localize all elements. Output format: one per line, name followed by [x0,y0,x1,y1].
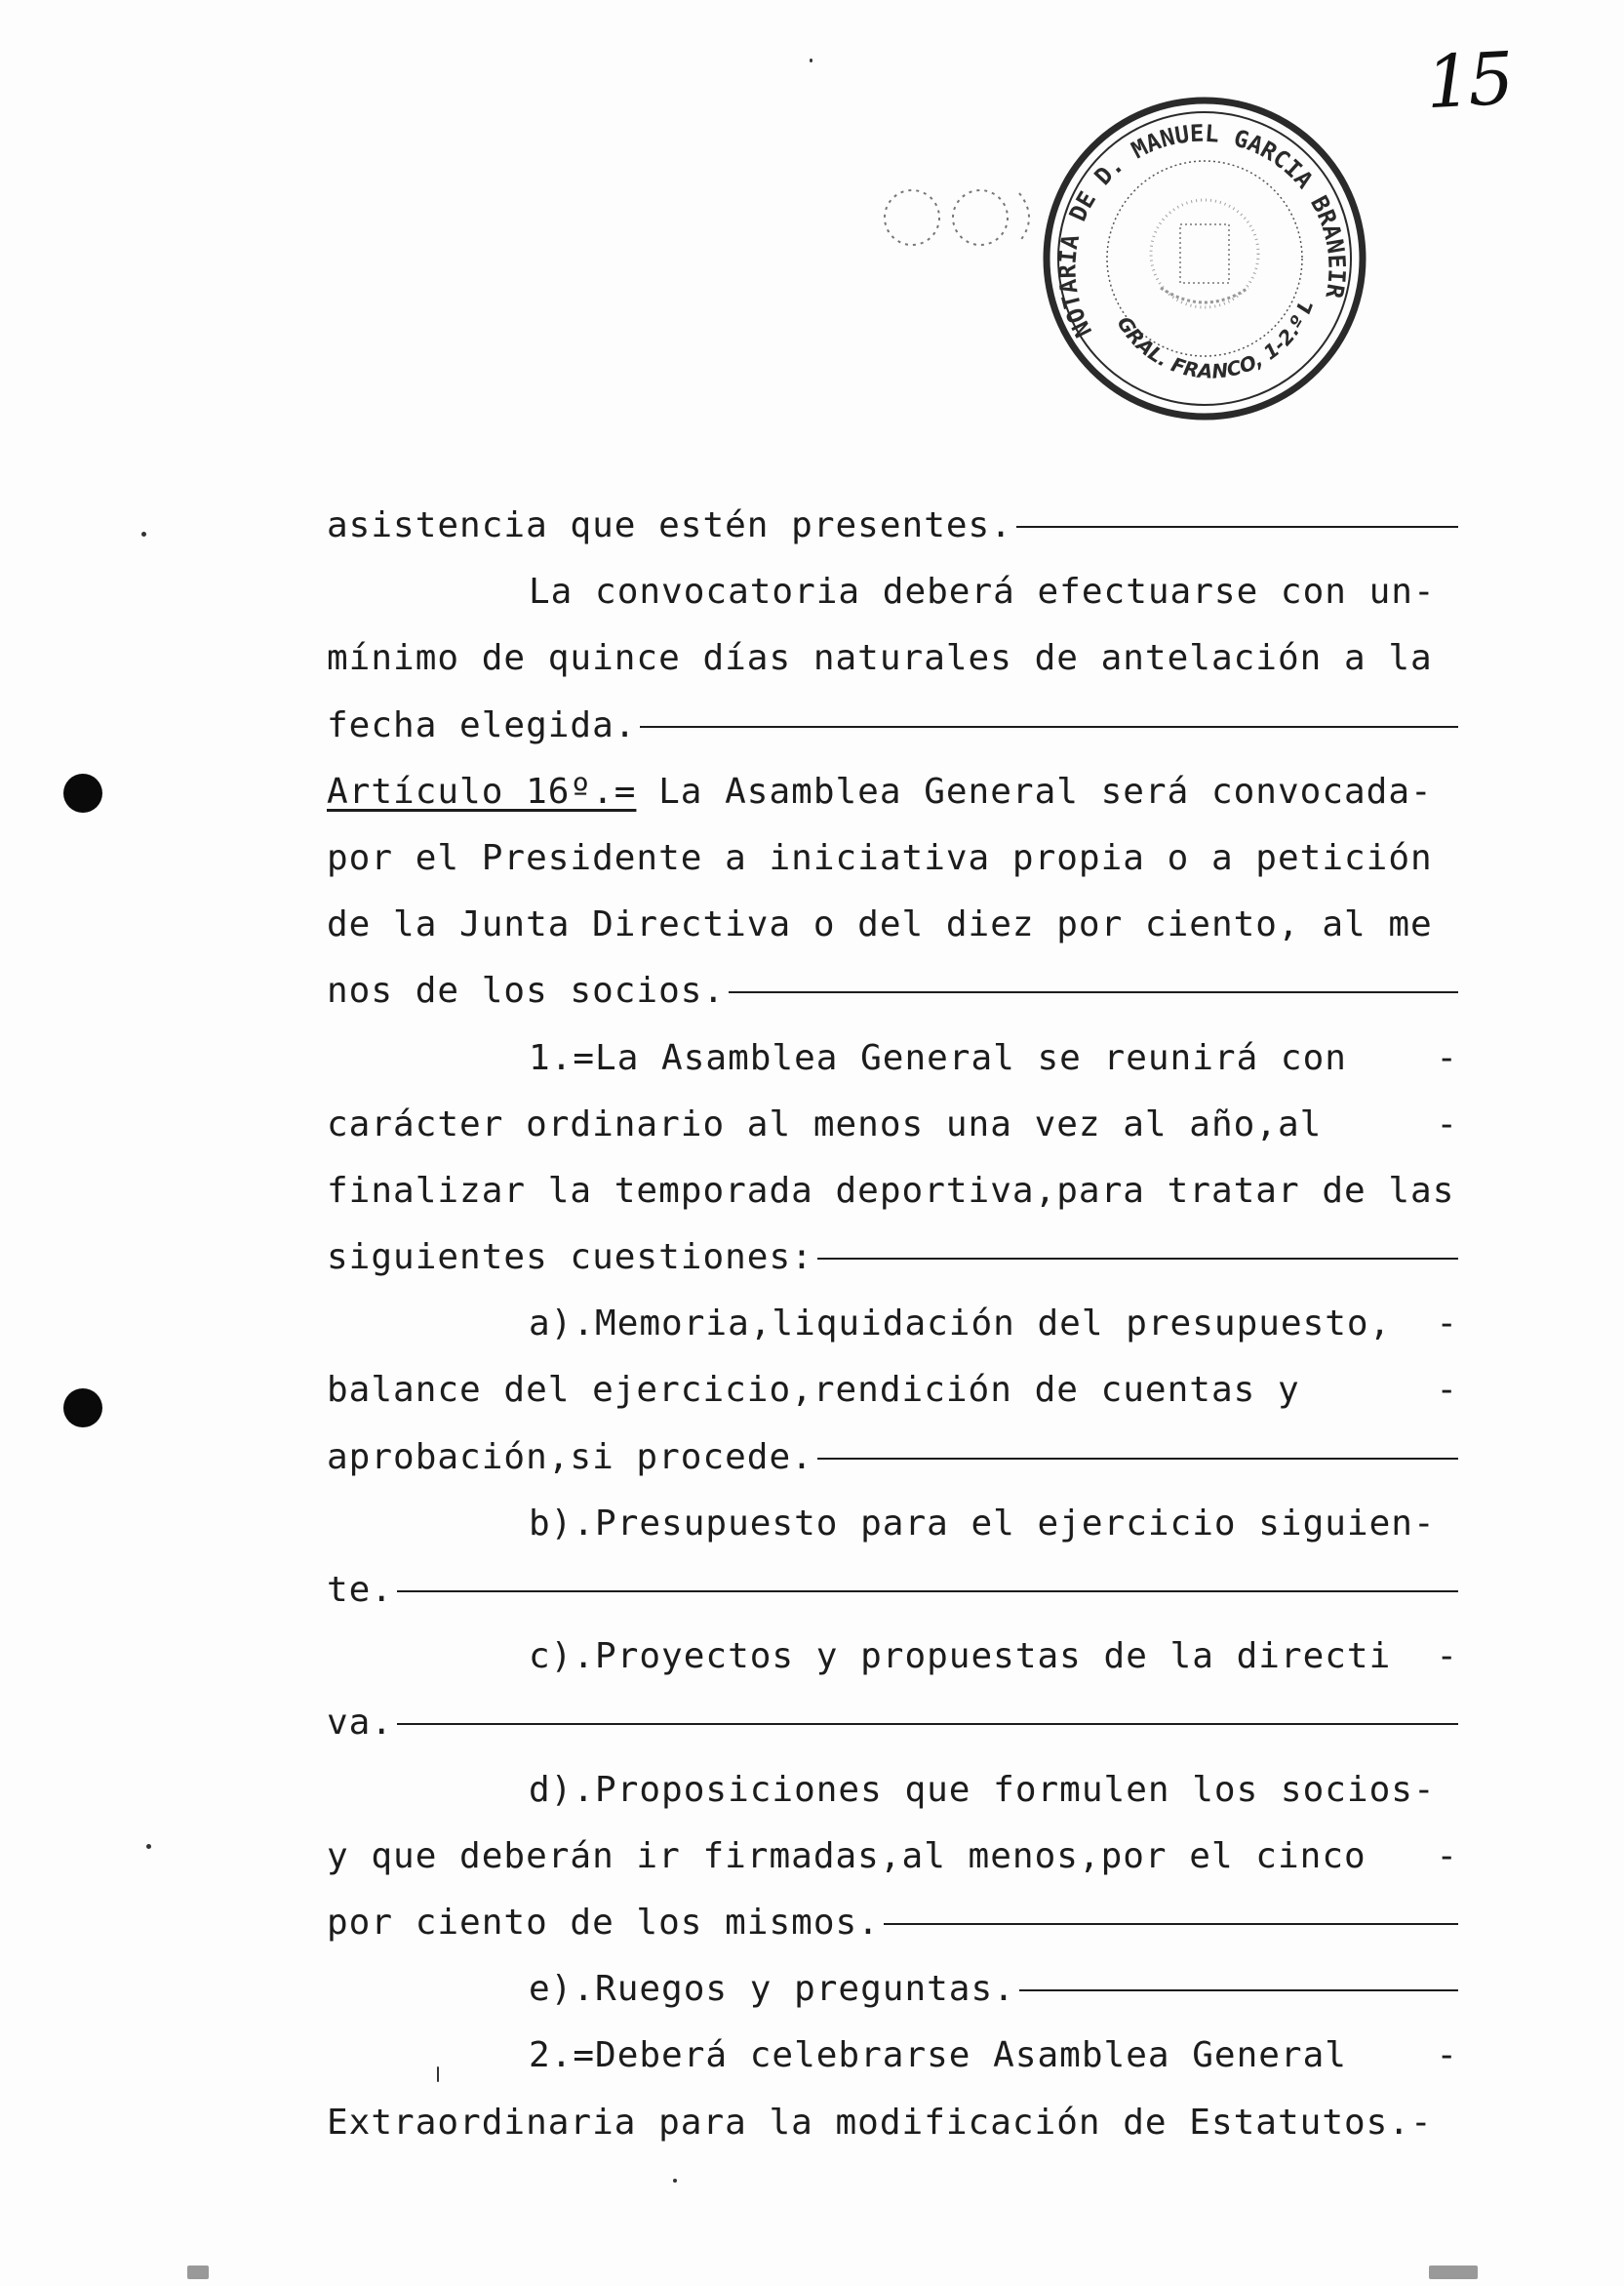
article-heading-line: Artículo 16º.= La Asamblea General será convocada- [327,759,1458,825]
punch-hole [63,774,102,813]
seal-outer-text: NOTARIA DE D. MANUEL GARCIA BRANEIR [1053,119,1351,342]
page-number: 15 [1423,36,1513,126]
text-line: aprobación,si procede. [327,1424,1458,1491]
text-line: Extraordinaria para la modificación de Estatutos.- [327,2102,1433,2143]
text-line: finalizar la temporada deportiva,para tratar de las [327,1170,1455,1211]
text-line: siguientes cuestiones: [327,1224,1458,1291]
document-text [327,493,1458,2156]
text-line: balance del ejercicio,rendición de cuentas y - [327,1370,1458,1411]
speck [1429,2266,1478,2279]
speck [187,2266,209,2279]
text-line: fecha elegida. [327,693,1458,759]
list-item: e).Ruegos y preguntas. [327,1956,1458,2023]
text-line: por el Presidente a iniciativa propia o a petición [327,837,1433,878]
speck [146,1844,151,1849]
punch-hole [63,1388,102,1427]
text-line: por ciento de los mismos. [327,1890,1458,1956]
text-line: 1.=La Asamblea General se reunirá con - [529,1037,1458,1078]
embossed-stamp [873,174,1049,261]
text-line: mínimo de quince días naturales de antelación a la [327,638,1433,679]
speck [673,2179,677,2183]
text-line: asistencia que estén presentes. [327,493,1458,559]
speck [810,59,812,62]
text-line: nos de los socios. [327,958,1458,1024]
notary-seal [1034,88,1375,429]
text-line: de la Junta Directiva o del diez por ciento, al me [327,904,1433,945]
text-line: 2.=Deberá celebrarse Asamblea General - [529,2035,1458,2076]
list-item: c).Proyectos y propuestas de la directi - [529,1636,1458,1677]
speck [141,532,146,537]
text-line: carácter ordinario al menos una vez al año,al - [327,1103,1458,1144]
list-item: d).Proposiciones que formulen los socios- [529,1769,1436,1810]
text-line: La convocatoria deberá efectuarse con un- [529,572,1436,613]
seal-inner-text: GRAL. FRANCO, 1-2.º L [1112,298,1318,383]
article-heading: Artículo 16º.= [327,771,637,812]
list-item: a).Memoria,liquidación del presupuesto, - [529,1303,1458,1344]
text-line: te. [327,1557,1458,1624]
list-item: b).Presupuesto para el ejercicio siguien- [529,1503,1436,1544]
text-line: y que deberán ir firmadas,al menos,por el cinco - [327,1835,1458,1876]
speck [437,2066,439,2082]
text-line: va. [327,1690,1458,1756]
